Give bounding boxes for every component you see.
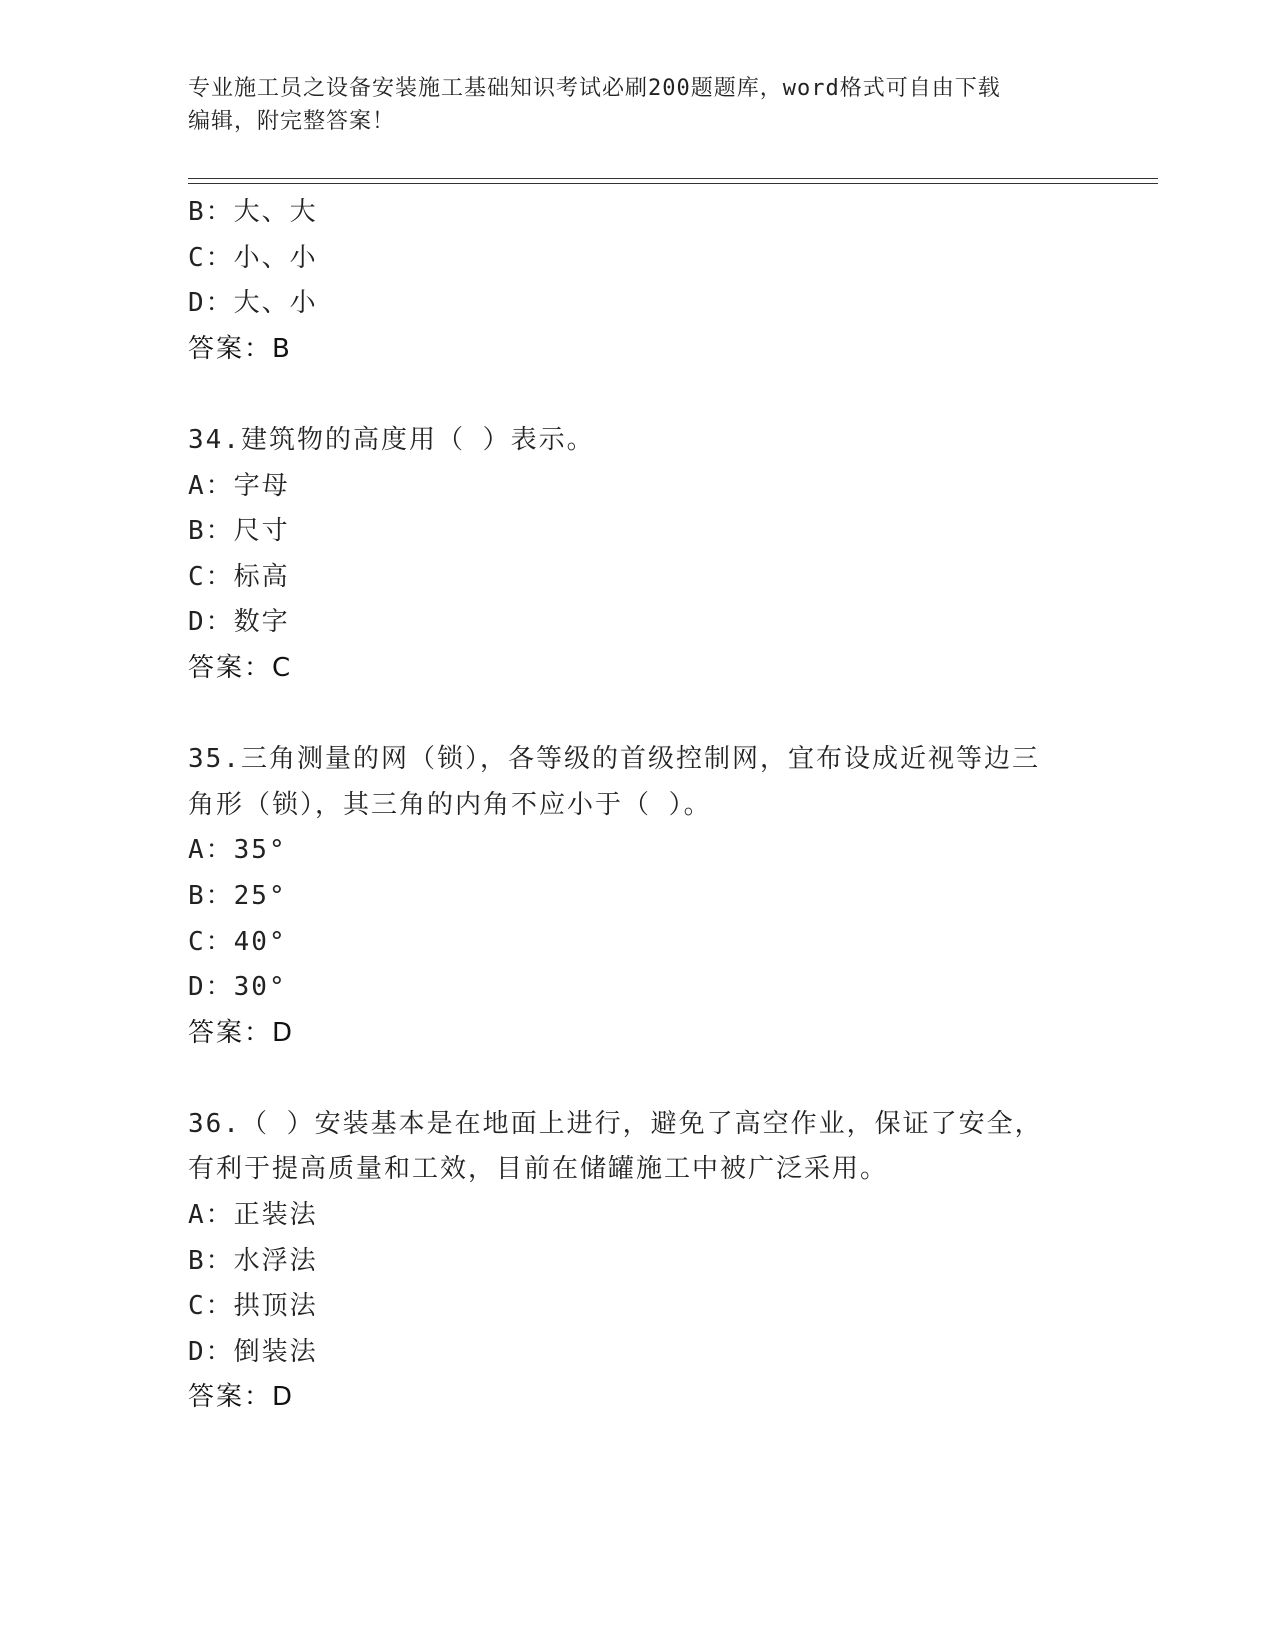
answer-line: 答案：D [188,1382,295,1413]
question-stem-line-2: 有利于提高质量和工效，目前在储罐施工中被广泛采用。 [188,1154,889,1185]
continued-question [188,190,1088,372]
header-rule-top [188,178,1158,179]
spacer [188,692,1088,738]
option-b: B：25° [188,880,287,911]
question-content [188,190,1088,1421]
question-36 [188,1102,1088,1421]
question-stem-line-1: 36.（ ）安装基本是在地面上进行，避免了高空作业，保证了安全， [188,1108,1043,1139]
question-stem-line-2: 角形（锁），其三角的内角不应小于（ ）。 [188,789,712,820]
question-stem: 34.建筑物的高度用（ ）表示。 [188,424,595,455]
spacer [188,1056,1088,1102]
header-line-1: 专业施工员之设备安装施工基础知识考试必刷200题题库，word格式可自由下载 [188,76,1001,101]
question-34 [188,418,1088,692]
spacer [188,372,1088,418]
option-a: A：正装法 [188,1200,318,1231]
header-line-2: 编辑，附完整答案！ [188,109,396,134]
answer-line: 答案：B [188,333,292,364]
option-d: D：倒装法 [188,1336,318,1367]
option-b: B：大、大 [188,197,318,227]
option-d: D：数字 [188,607,290,638]
option-c: C：小、小 [188,242,318,273]
option-b: B：水浮法 [188,1245,318,1276]
option-a: A：字母 [188,470,290,501]
option-c: C：标高 [188,561,290,592]
answer-line: 答案：C [188,652,293,683]
option-a: A：35° [188,835,287,866]
option-d: D：大、小 [188,288,318,319]
question-stem-line-1: 35.三角测量的网（锁），各等级的首级控制网，宜布设成近视等边三 [188,744,1040,775]
option-c: C：拱顶法 [188,1291,318,1322]
document-header [188,72,1088,138]
option-c: C：40° [188,926,287,957]
option-b: B：尺寸 [188,516,290,547]
option-d: D：30° [188,972,287,1003]
question-35 [188,737,1088,1056]
header-rule-bottom [188,183,1158,184]
answer-line: 答案：D [188,1017,295,1048]
